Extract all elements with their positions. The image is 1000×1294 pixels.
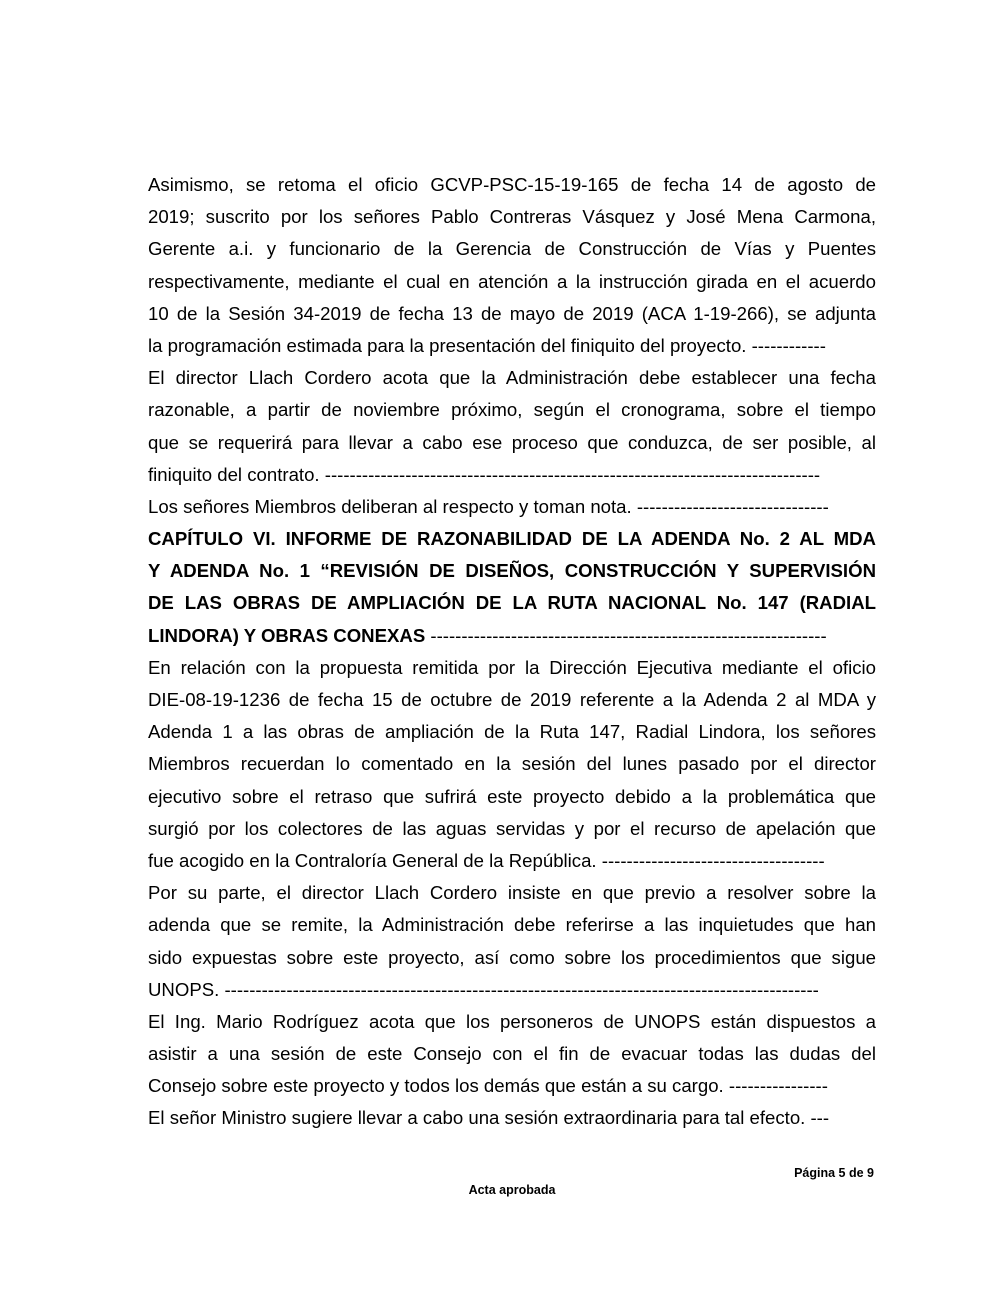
chapter-heading — [148, 523, 876, 652]
document-body — [148, 169, 876, 1135]
text-line: Asimismo, se retoma el oficio GCVP-PSC-15-19-165 de fecha 14 de agosto de — [148, 174, 876, 195]
text-line: que se requerirá para llevar a cabo ese proceso que conduzca, de ser posible, al — [148, 431, 876, 453]
text-line: Adenda 1 a las obras de ampliación de la Ruta 147, Radial Lindora, los señores — [148, 721, 876, 743]
dash-filler: ---------------------------------------------------------------- — [425, 624, 827, 646]
text-line: Por su parte, el director Llach Cordero insiste en que previo a resolver sobre la — [148, 882, 876, 904]
heading-line-bold-text: LINDORA) Y OBRAS CONEXAS — [148, 624, 426, 646]
heading-line — [148, 620, 876, 652]
text-line: Los señores Miembros deliberan al respecto y toman nota. ------------------------------- — [148, 495, 829, 517]
text-line: En relación con la propuesta remitida por la Dirección Ejecutiva mediante el oficio — [148, 656, 876, 678]
text-line: El director Llach Cordero acota que la Administración debe establecer una fecha — [148, 367, 876, 389]
text-line: adenda que se remite, la Administración debe referirse a las inquietudes que han — [148, 914, 876, 936]
text-line: respectivamente, mediante el cual en atención a la instrucción girada en el acuerdo — [148, 270, 876, 292]
heading-line: Y ADENDA No. 1 “REVISIÓN DE DISEÑOS, CONSTRUCCIÓN Y SUPERVISIÓN — [148, 560, 876, 582]
text-line: ejecutivo sobre el retraso que sufrirá este proyecto debido a la problemática que — [148, 785, 876, 807]
paragraph — [148, 362, 876, 491]
text-line: 10 de la Sesión 34-2019 de fecha 13 de mayo de 2019 (ACA 1-19-266), se adjunta — [148, 302, 876, 324]
text-line: Gerente a.i. y funcionario de la Gerencia de Construcción de Vías y Puentes — [148, 238, 876, 260]
text-line: fue acogido en la Contraloría General de la República. ------------------------------------ — [148, 849, 825, 871]
text-line: UNOPS. ------------------------------------------------------------------------------------------------ — [148, 978, 819, 1000]
text-line: sido expuestas sobre este proyecto, así como sobre los procedimientos que sigue — [148, 946, 876, 968]
text-line: asistir a una sesión de este Consejo con el fin de evacuar todas las dudas del — [148, 1043, 876, 1065]
text-line: la programación estimada para la presentación del finiquito del proyecto. ------------ — [148, 334, 826, 356]
text-line: Miembros recuerdan lo comentado en la sesión del lunes pasado por el director — [148, 753, 876, 775]
text-line: El Ing. Mario Rodríguez acota que los personeros de UNOPS están dispuestos a — [148, 1010, 876, 1032]
text-line: razonable, a partir de noviembre próximo, según el cronograma, sobre el tiempo — [148, 399, 876, 421]
page-number: Página 5 de 9 — [794, 1166, 874, 1180]
paragraph — [148, 652, 876, 877]
text-line: finiquito del contrato. -------------------------------------------------------------------------------- — [148, 463, 821, 485]
paragraph — [148, 491, 876, 523]
approval-status: Acta aprobada — [468, 1183, 556, 1197]
text-line: DIE-08-19-1236 de fecha 15 de octubre de 2019 referente a la Adenda 2 al MDA y — [148, 689, 876, 710]
paragraph — [148, 877, 876, 1006]
heading-line: CAPÍTULO VI. INFORME DE RAZONABILIDAD DE LA ADENDA No. 2 AL MDA — [148, 528, 876, 550]
paragraph — [148, 1006, 876, 1103]
paragraph — [148, 1102, 876, 1134]
text-line: surgió por los colectores de las aguas servidas y por el recurso de apelación que — [148, 817, 876, 839]
text-line: 2019; suscrito por los señores Pablo Contreras Vásquez y José Mena Carmona, — [148, 206, 876, 228]
text-line: El señor Ministro sugiere llevar a cabo una sesión extraordinaria para tal efecto. --- — [148, 1107, 830, 1129]
paragraph — [148, 169, 876, 362]
heading-line: DE LAS OBRAS DE AMPLIACIÓN DE LA RUTA NACIONAL No. 147 (RADIAL — [148, 592, 876, 614]
text-line: Consejo sobre este proyecto y todos los demás que están a su cargo. ---------------- — [148, 1075, 828, 1097]
